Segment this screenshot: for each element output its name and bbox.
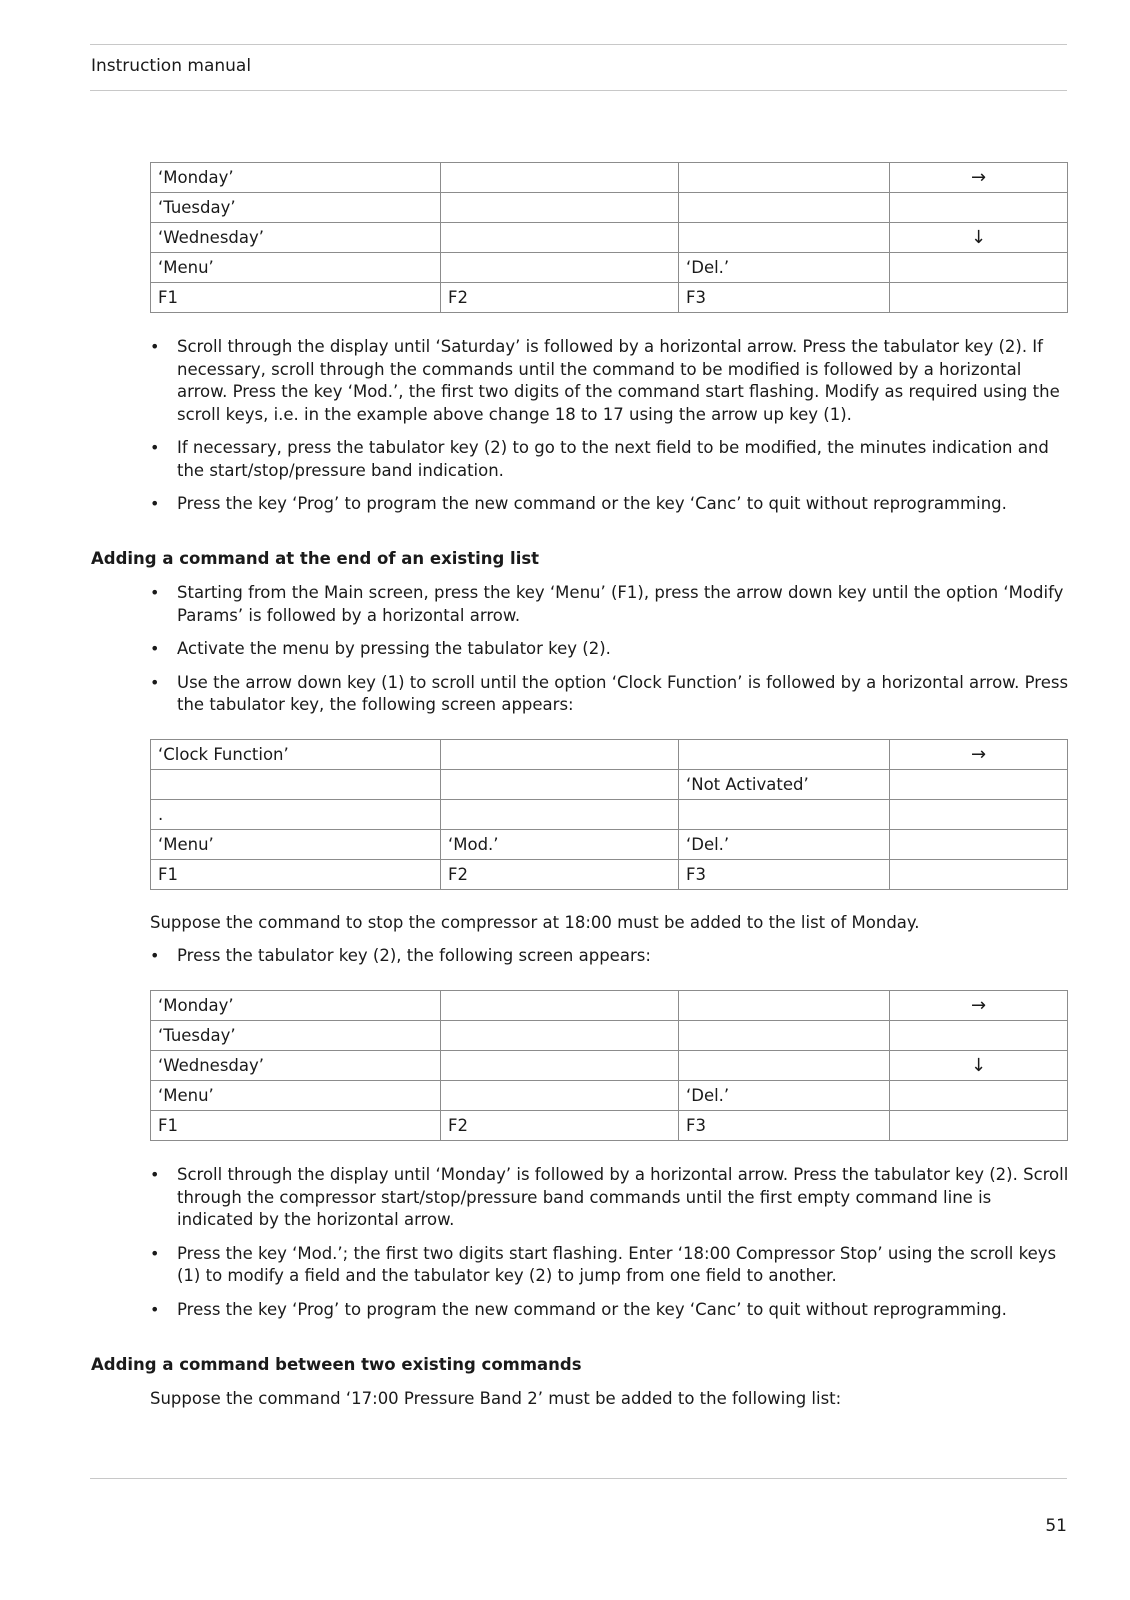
screen-cell: ‘Del.’ — [679, 253, 890, 283]
screen-cell — [679, 800, 890, 830]
screen-cell: F2 — [441, 1111, 679, 1141]
display-screen-table — [150, 739, 1068, 890]
screen-cell — [441, 1021, 679, 1051]
bullet-item: • Press the key ‘Mod.’; the first two digits start flashing. Enter ‘18:00 Compressor Stop’ using the scroll keys (1) to modify a field and the tabulator key (2) to jump from one field to another. — [150, 1243, 1070, 1288]
screen-cell: F1 — [151, 283, 441, 313]
bullet-item: • Press the tabulator key (2), the following screen appears: — [150, 945, 1070, 968]
screen-arrow-cell — [890, 193, 1068, 223]
bullet-item: • If necessary, press the tabulator key (2) to go to the next field to be modified, the minutes indication and the start/stop/pressure band indication. — [150, 437, 1070, 482]
screen-row — [151, 1111, 1068, 1141]
screen-cell — [151, 770, 441, 800]
screen-cell: F1 — [151, 860, 441, 890]
screen-row — [151, 283, 1068, 313]
bullet-list — [150, 336, 1070, 527]
screen-row — [151, 223, 1068, 253]
screen-cell — [441, 193, 679, 223]
screen-arrow-cell: → — [890, 991, 1068, 1021]
screen-cell: F3 — [679, 860, 890, 890]
screen-arrow-cell: → — [890, 740, 1068, 770]
footer-rule — [90, 1478, 1067, 1479]
section-heading: Adding a command at the end of an existing list — [91, 549, 540, 568]
screen-cell: ‘Clock Function’ — [151, 740, 441, 770]
body-paragraph: Suppose the command to stop the compressor at 18:00 must be added to the list of Monday. — [150, 913, 920, 932]
screen-cell — [441, 770, 679, 800]
screen-cell — [441, 800, 679, 830]
screen-cell: ‘Mod.’ — [441, 830, 679, 860]
screen-arrow-cell — [890, 770, 1068, 800]
screen-cell — [441, 1051, 679, 1081]
screen-row — [151, 253, 1068, 283]
bullet-list — [150, 945, 1070, 979]
screen-arrow-cell — [890, 1081, 1068, 1111]
body-paragraph: Suppose the command ‘17:00 Pressure Band 2’ must be added to the following list: — [150, 1389, 842, 1408]
screen-arrow-cell — [890, 253, 1068, 283]
screen-cell — [441, 253, 679, 283]
screen-cell: F3 — [679, 283, 890, 313]
screen-cell: ‘Tuesday’ — [151, 193, 441, 223]
screen-arrow-cell: ↓ — [890, 1051, 1068, 1081]
bullet-item: • Scroll through the display until ‘Monday’ is followed by a horizontal arrow. Press the tabulator key (2). Scroll through the compressor start/stop/pressure band commands until the first empty command line is indicated by the horizontal arrow. — [150, 1164, 1070, 1232]
screen-arrow-cell — [890, 283, 1068, 313]
screen-cell: ‘Wednesday’ — [151, 1051, 441, 1081]
bullet-item: • Use the arrow down key (1) to scroll until the option ‘Clock Function’ is followed by a horizontal arrow. Press the tabulator key, the following screen appears: — [150, 672, 1070, 717]
screen-cell: ‘Not Activated’ — [679, 770, 890, 800]
screen-cell — [441, 223, 679, 253]
bullet-list — [150, 1164, 1070, 1332]
screen-cell — [679, 1051, 890, 1081]
screen-cell: F3 — [679, 1111, 890, 1141]
screen-cell — [679, 193, 890, 223]
screen-cell — [679, 740, 890, 770]
screen-cell — [441, 991, 679, 1021]
screen-cell — [679, 1021, 890, 1051]
section-heading: Adding a command between two existing commands — [91, 1355, 582, 1374]
screen-row — [151, 800, 1068, 830]
screen-row — [151, 991, 1068, 1021]
running-header: Instruction manual — [91, 56, 252, 76]
screen-arrow-cell — [890, 1021, 1068, 1051]
bullet-item: • Activate the menu by pressing the tabulator key (2). — [150, 638, 1070, 661]
screen-cell: ‘Monday’ — [151, 991, 441, 1021]
screen-cell — [679, 223, 890, 253]
screen-arrow-cell — [890, 1111, 1068, 1141]
screen-cell: ‘Monday’ — [151, 163, 441, 193]
page-number: 51 — [1045, 1516, 1067, 1536]
display-screen-table — [150, 990, 1068, 1141]
screen-cell — [441, 740, 679, 770]
screen-row — [151, 860, 1068, 890]
screen-cell: . — [151, 800, 441, 830]
screen-row — [151, 1021, 1068, 1051]
screen-row — [151, 1051, 1068, 1081]
screen-arrow-cell — [890, 860, 1068, 890]
screen-cell: ‘Tuesday’ — [151, 1021, 441, 1051]
bullet-item: • Press the key ‘Prog’ to program the new command or the key ‘Canc’ to quit without reprogramming. — [150, 493, 1070, 516]
bullet-item: • Starting from the Main screen, press the key ‘Menu’ (F1), press the arrow down key until the option ‘Modify Params’ is followed by a horizontal arrow. — [150, 582, 1070, 627]
screen-arrow-cell: ↓ — [890, 223, 1068, 253]
bullet-item: • Press the key ‘Prog’ to program the new command or the key ‘Canc’ to quit without reprogramming. — [150, 1299, 1070, 1322]
screen-cell: ‘Menu’ — [151, 1081, 441, 1111]
screen-row — [151, 830, 1068, 860]
screen-cell: ‘Del.’ — [679, 1081, 890, 1111]
screen-cell: F2 — [441, 283, 679, 313]
screen-row — [151, 163, 1068, 193]
screen-cell — [679, 991, 890, 1021]
screen-cell: ‘Menu’ — [151, 830, 441, 860]
header-rule-top — [90, 44, 1067, 45]
screen-cell: ‘Wednesday’ — [151, 223, 441, 253]
screen-cell — [679, 163, 890, 193]
screen-cell — [441, 1081, 679, 1111]
screen-arrow-cell: → — [890, 163, 1068, 193]
screen-cell: F1 — [151, 1111, 441, 1141]
screen-cell: ‘Menu’ — [151, 253, 441, 283]
bullet-list — [150, 582, 1070, 728]
screen-cell: ‘Del.’ — [679, 830, 890, 860]
screen-cell: F2 — [441, 860, 679, 890]
header-rule-bottom — [90, 90, 1067, 91]
screen-arrow-cell — [890, 830, 1068, 860]
screen-row — [151, 193, 1068, 223]
screen-row — [151, 1081, 1068, 1111]
screen-arrow-cell — [890, 800, 1068, 830]
display-screen-table — [150, 162, 1068, 313]
screen-row — [151, 740, 1068, 770]
screen-row — [151, 770, 1068, 800]
bullet-item: • Scroll through the display until ‘Saturday’ is followed by a horizontal arrow. Press the tabulator key (2). If necessary, scroll through the commands until the command to be modified is followed by a horizontal arrow. Press the key ‘Mod.’, the first two digits of the command start flashing. Modify as required using the scroll keys, i.e. in the example above change 18 to 17 using the arrow up key (1). — [150, 336, 1070, 426]
screen-cell — [441, 163, 679, 193]
